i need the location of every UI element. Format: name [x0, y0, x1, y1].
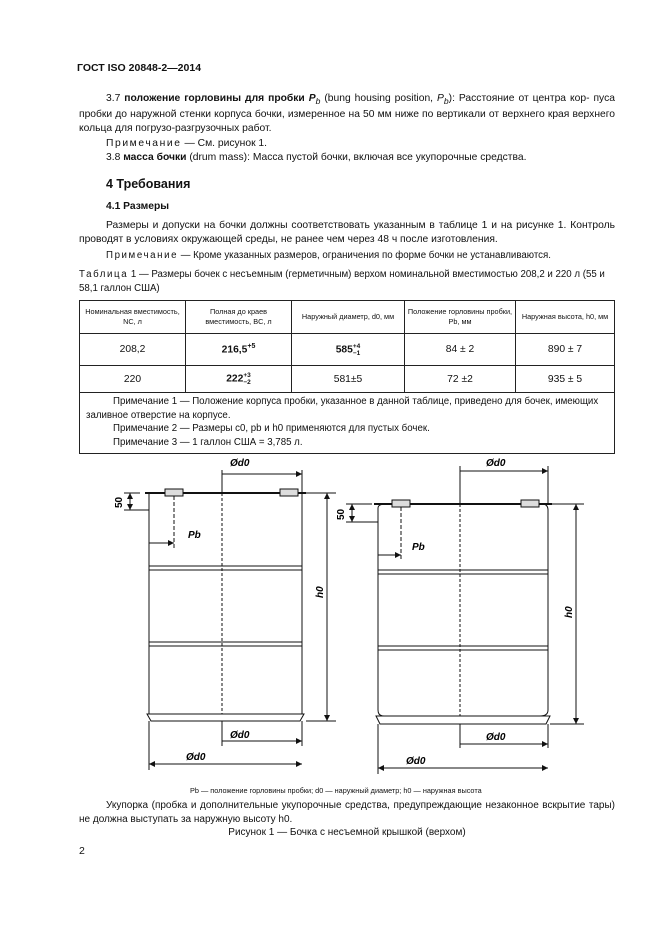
label-d0-top-right: Ød0 — [486, 458, 506, 469]
label-h0-right: h0 — [564, 606, 575, 618]
table-header-cell: Номинальная вместимость, NC, л — [80, 301, 186, 334]
label-d0-full-right: Ød0 — [406, 756, 426, 767]
note-text: — Кроме указанных размеров, ограничения по форме бочки не устанавливаются. — [180, 250, 551, 261]
table-header-cell: Положение горловины пробки, Pb, мм — [405, 301, 516, 334]
label-d0-top-left: Ød0 — [230, 458, 250, 469]
document-header: ГОСТ ISO 20848-2—2014 — [77, 62, 202, 74]
note-3-7 — [79, 137, 615, 151]
closure-paragraph: Укупорка (пробка и дополнительные укупорочные средства, предупреждающие незаконное вскрытие тары) не должна выступать за наружную высоту h0. — [79, 800, 615, 825]
left-drum-drawing — [124, 470, 336, 770]
left-drum-body — [149, 493, 302, 714]
value: 585 — [335, 344, 353, 356]
tolerance: +5 — [247, 343, 256, 351]
label-h0-left: h0 — [315, 586, 326, 598]
note-text: — См. рисунок 1. — [184, 138, 268, 149]
table-caption — [79, 268, 615, 296]
figure-legend: Pb — положение горловины пробки; d0 — наружный диаметр; h0 — наружная высота — [190, 786, 482, 795]
table-cell: 220 — [80, 366, 186, 393]
table-note: Примечание 2 — Размеры c0, pb и h0 применяются для пустых бочек. — [113, 423, 430, 434]
clause-number: 3.7 — [106, 93, 121, 104]
table-cell — [186, 366, 292, 393]
table-cell: 890 ± 7 — [516, 334, 615, 366]
note-4-1 — [79, 249, 615, 263]
table-caption-label: Таблица — [79, 269, 129, 280]
figure-caption: Рисунок 1 — Бочка с несъемной крышкой (верхом) — [228, 827, 466, 838]
drum-figure — [0, 448, 661, 788]
clause-term: положение горловины для пробки — [124, 93, 305, 104]
label-d0-full-left: Ød0 — [186, 752, 206, 763]
label-50-right: 50 — [336, 508, 347, 520]
note-label: Примечание — [106, 250, 179, 261]
clause-text-2: ): Расстояние от центра кор- — [448, 93, 590, 104]
section-4-title: 4 Требования — [106, 177, 191, 191]
table-header-cell: Наружный диаметр, d0, мм — [292, 301, 405, 334]
section-4-1-title: 4.1 Размеры — [106, 201, 170, 212]
note-label: Примечание — [106, 138, 182, 149]
table-cell — [186, 334, 292, 366]
table-header-row — [80, 301, 615, 334]
table-cell: 935 ± 5 — [516, 366, 615, 393]
table-row — [80, 334, 615, 366]
label-pb-left: Pb — [188, 530, 201, 541]
table-cell — [292, 334, 405, 366]
section-4-1-paragraph: Размеры и допуски на бочки должны соответствовать указанным в таблице 1 и на рисунке 1. Контроль проводят в условиях окружающей среды, не ранее чем через 48 ч после изготовления. — [79, 220, 615, 245]
clause-number: 3.8 — [106, 152, 121, 163]
table-cell: 72 ±2 — [405, 366, 516, 393]
page-number: 2 — [79, 845, 85, 857]
table-notes-row — [80, 393, 615, 454]
clause-text-3: пуса пробки до наружной стенки корпуса бочки, измеренное на 50 мм ниже по вертикали от верхнего края верхнего кольца для погрузо-разгрузочных работ. — [79, 93, 615, 135]
label-d0-bottom-left: Ød0 — [230, 730, 250, 741]
table-header-cell: Наружная высота, h0, мм — [516, 301, 615, 334]
table-note: Примечание 3 — 1 галлон США = 3,785 л. — [113, 436, 303, 448]
symbol: P — [308, 93, 316, 104]
table-cell: 581±5 — [292, 366, 405, 393]
table-caption-text: 1 — Размеры бочек с несъемным (герметичным) верхом номинальной вместимостью 208,2 и 220 л (55 и 58,1 галлон США) — [79, 269, 605, 294]
label-pb-right: Pb — [412, 542, 425, 553]
table-cell: 208,2 — [80, 334, 186, 366]
right-drum-drawing — [346, 466, 584, 774]
table-note: Примечание 1 — Положение корпуса пробки, указанное в данной таблице, приведено для бочек, имеющих заливное отверстие на корпусе. — [86, 396, 599, 421]
symbol-sub: b — [443, 96, 449, 107]
clause-3-7 — [79, 92, 615, 136]
table-notes — [80, 393, 615, 454]
value: 216,5 — [221, 344, 248, 356]
value: 222 — [226, 373, 244, 385]
label-50-left: 50 — [114, 496, 125, 508]
tolerance-upper: +4 — [352, 342, 361, 350]
symbol: P — [437, 93, 444, 104]
tolerance-lower: −2 — [243, 379, 251, 386]
clause-term: масса бочки — [123, 152, 187, 163]
table-cell: 84 ± 2 — [405, 334, 516, 366]
table-row — [80, 366, 615, 393]
tolerance-lower: −1 — [352, 349, 361, 357]
symbol-sub: b — [315, 96, 321, 107]
table-header-cell: Полная до краев вместимость, BC, л — [186, 301, 292, 334]
tolerance-upper: +3 — [243, 372, 251, 379]
right-drum-body — [378, 504, 548, 716]
clause-text-1: (bung housing position, — [324, 93, 434, 104]
dimensions-table — [79, 300, 615, 454]
clause-text: (drum mass): Масса пустой бочки, включая все укупорочные средства. — [189, 152, 527, 163]
clause-3-8 — [79, 151, 615, 165]
label-d0-bottom-right: Ød0 — [486, 732, 506, 743]
